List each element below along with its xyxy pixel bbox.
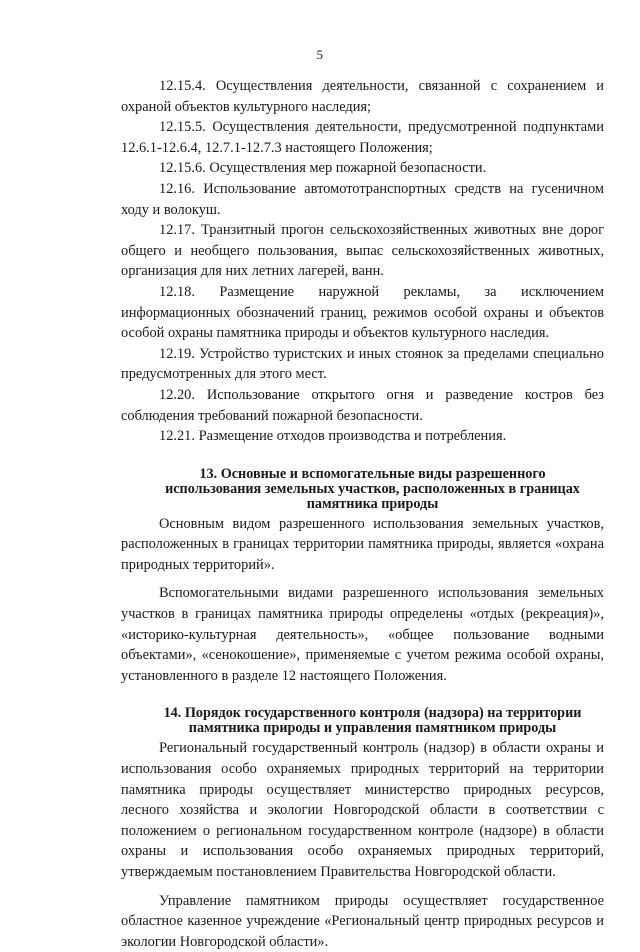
clause-12-20: 12.20. Использование открытого огня и разведение костров без соблюдения требований пожарной безопасности.: [121, 386, 604, 424]
clause-12-15-6: 12.15.6. Осуществления мер пожарной безопасности.: [159, 160, 487, 177]
section-13-paragraph-1: Основным видом разрешенного использования земельных участков, расположенных в границах территории памятника природы, является «охрана природных территорий».: [121, 515, 604, 573]
document-body: [121, 76, 604, 952]
clause-12-15-5: 12.15.5. Осуществления деятельности, предусмотренной подпунктами 12.6.1-12.6.4, 12.7.1-12.7.3 настоящего Положения;: [121, 119, 604, 156]
section-14-paragraph-1: Региональный государственный контроль (надзор) в области охраны и использования особо охраняемых природных территорий на территории памятника природы осуществляет министерство природных ресурсов, лесного хозяйства и экологии Новгородской области в соответствии с положением о региональном государственном контроле (надзоре) в области охраны и использования особо охраняемых природных территорий, утверждаемым постановлением Правительства Новгородской области.: [121, 740, 604, 880]
section-13-paragraph-2: Вспомогательными видами разрешенного использования земельных участков в границах памятника природы определены «отдых (рекреация)», «историко-культурная деятельность», «общее пользование водными объектами», «сенокошение», применяемые с учетом режима особой охраны, установленного в разделе 12 настоящего Положения.: [121, 585, 604, 684]
clause-12-19: 12.19. Устройство туристских и иных стоянок за пределами специально предусмотренных для этого мест.: [121, 345, 604, 383]
section-14-paragraph-2: Управление памятником природы осуществляет государственное областное казенное учреждение «Региональный центр природных ресурсов и экологии Новгородской области».: [121, 892, 604, 950]
clause-12-17: 12.17. Транзитный прогон сельскохозяйственных животных вне дорог общего и необщего пользования, выпас сельскохозяйственных животных, организация для них летних лагерей, ванн.: [121, 222, 604, 280]
clause-12-18: 12.18. Размещение наружной рекламы, за исключением информационных обозначений границ, режимов особой охраны и объектов особой охраны памятника природы и объектов культурного наследия.: [121, 283, 604, 342]
clause-12-16: 12.16. Использование автомототранспортных средств на гусеничном ходу и волокуш.: [121, 180, 604, 218]
section-14-heading: 14. Порядок государственного контроля (надзора) на территории памятника природы и управления памятником природы: [163, 705, 582, 737]
page-number: 5: [316, 47, 324, 62]
section-13-heading: 13. Основные и вспомогательные виды разрешенного использования земельных участков, расположенных в границах памятника природы: [165, 465, 580, 512]
clause-12-21: 12.21. Размещение отходов производства и потребления.: [159, 428, 507, 445]
clause-12-15-4: 12.15.4. Осуществления деятельности, связанной с сохранением и охраной объектов культурного наследия;: [121, 78, 604, 115]
